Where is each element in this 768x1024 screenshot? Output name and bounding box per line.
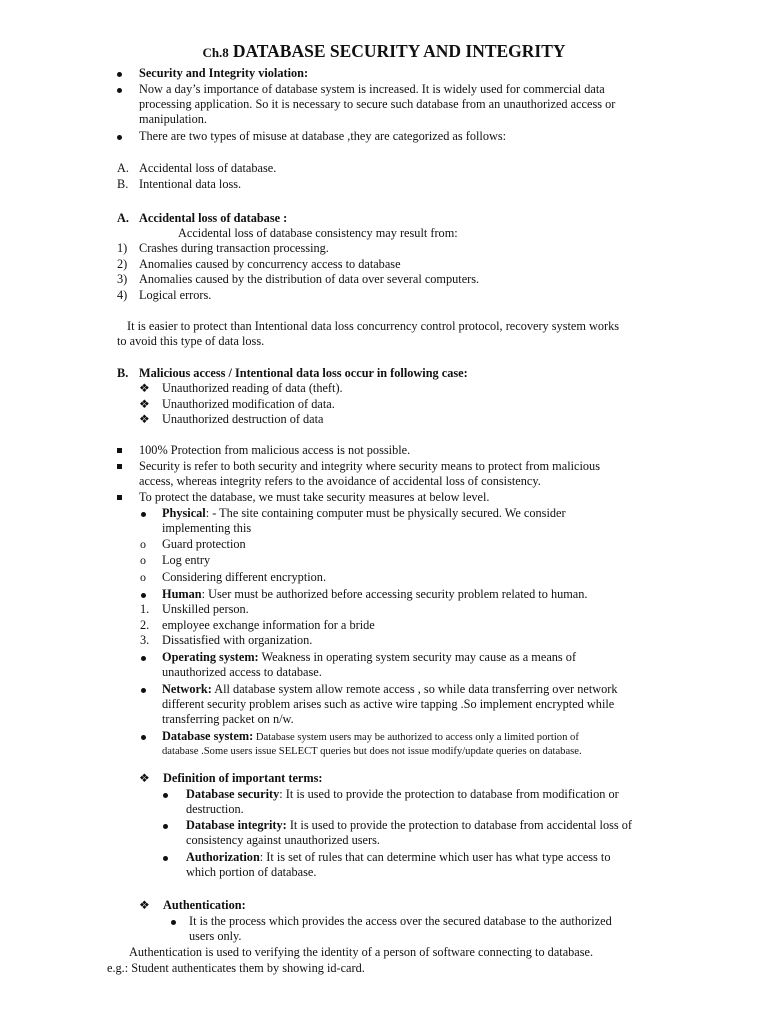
accidental-item-4-num: 4) — [117, 288, 128, 302]
physical-item-2: Log entry — [162, 553, 211, 567]
def-security-line2: destruction. — [186, 802, 244, 816]
dbsystem-line2: database .Some users issue SELECT queries but does not issue modify/update queries on database. — [162, 746, 582, 757]
authentication-line1: Authentication is used to verifying the identity of a person of software connecting to database. — [129, 945, 594, 959]
human-item-1-num: 1. — [140, 602, 150, 616]
bullet-icon — [141, 735, 146, 740]
square-bullet-icon — [117, 464, 122, 469]
bullet-icon — [141, 656, 146, 661]
accidental-heading: Accidental loss of database : — [139, 211, 288, 225]
def-authorization-text: : It is set of rules that can determine which user has what type access to — [259, 850, 611, 864]
human-item-2: employee exchange information for a bride — [162, 618, 375, 632]
four-diamond-icon: ❖ — [139, 381, 150, 395]
malicious-item-3: Unauthorized destruction of data — [162, 412, 324, 426]
four-diamond-icon: ❖ — [139, 898, 150, 912]
bullet-icon — [163, 856, 168, 861]
physical-label: Physical — [162, 506, 206, 520]
human-item-3-num: 3. — [140, 633, 150, 647]
def-integrity-label: Database integrity: — [186, 818, 287, 832]
intro-heading: Security and Integrity violation: — [139, 66, 309, 80]
human-item-2-num: 2. — [140, 618, 150, 632]
accidental-marker: A. — [117, 211, 129, 225]
four-diamond-icon: ❖ — [139, 412, 150, 426]
square-bullet-icon — [117, 448, 122, 453]
o-marker: o — [140, 553, 146, 567]
accidental-note-line1: It is easier to protect than Intentional data loss concurrency control protocol, recovery system works — [127, 319, 620, 333]
network-line2: different security problem arises such as active wire tapping .So implement encrypted while — [162, 697, 615, 711]
authentication-line2: e.g.: Student authenticates them by showing id-card. — [107, 961, 365, 975]
def-integrity-text: It is used to provide the protection to database from accidental loss of — [286, 818, 632, 832]
chapter-prefix: Ch.8 — [202, 45, 229, 60]
dbsystem-text: Database system users may be authorized to access only a limited portion of — [253, 732, 579, 743]
o-marker: o — [140, 570, 146, 584]
accidental-item-3: Anomalies caused by the distribution of data over several computers. — [139, 272, 480, 286]
square-bullet-icon — [117, 495, 122, 500]
bullet-icon — [141, 688, 146, 693]
def-authorization-line1 — [186, 850, 611, 865]
accidental-item-4: Logical errors. — [139, 288, 212, 302]
def-security-line1 — [186, 787, 619, 802]
def-integrity-line1 — [186, 818, 632, 833]
os-text: Weakness in operating system security may cause as a means of — [258, 650, 577, 664]
accidental-item-2-num: 2) — [117, 257, 128, 271]
malicious-heading: Malicious access / Intentional data loss occur in following case: — [139, 366, 468, 380]
network-line1 — [162, 682, 618, 697]
def-integrity-line2: consistency against unauthorized users. — [186, 833, 380, 847]
type-a-marker: A. — [117, 161, 129, 175]
type-b-marker: B. — [117, 177, 129, 191]
dbsystem-label: Database system: — [162, 729, 254, 743]
four-diamond-icon: ❖ — [139, 397, 150, 411]
bullet-icon — [117, 72, 122, 77]
type-b-text: Intentional data loss. — [139, 177, 242, 191]
intro-p1-line3: manipulation. — [139, 112, 207, 126]
physical-text: : - The site containing computer must be physically secured. We consider — [205, 506, 566, 520]
bullet-icon — [141, 512, 146, 517]
accidental-item-1: Crashes during transaction processing. — [139, 241, 329, 255]
human-line — [162, 587, 588, 602]
os-line1 — [162, 650, 576, 665]
malicious-marker: B. — [117, 366, 129, 380]
intro-p1-line1: Now a day’s importance of database system is increased. It is widely used for commercial data — [139, 82, 605, 96]
malicious-item-2: Unauthorized modification of data. — [162, 397, 335, 411]
protection-s2-line2: access, whereas integrity refers to the avoidance of accidental loss of consistency. — [139, 474, 541, 488]
def-security-label: Database security — [186, 787, 280, 801]
accidental-note-line2: to avoid this type of data loss. — [117, 334, 265, 348]
accidental-item-1-num: 1) — [117, 241, 128, 255]
protection-s1: 100% Protection from malicious access is not possible. — [139, 443, 411, 457]
intro-p1-line2: processing application. So it is necessary to secure such database from an unauthorized access or — [139, 97, 616, 111]
bullet-icon — [117, 88, 122, 93]
definitions-heading: Definition of important terms: — [163, 771, 323, 785]
dbsystem-line1 — [162, 729, 579, 745]
network-label: Network: — [162, 682, 212, 696]
physical-line2: implementing this — [162, 521, 252, 535]
network-text: All database system allow remote access , so while data transferring over network — [211, 682, 618, 696]
authentication-heading: Authentication: — [163, 898, 246, 912]
bullet-icon — [171, 920, 176, 925]
o-marker: o — [140, 537, 146, 551]
os-line2: unauthorized access to database. — [162, 665, 322, 679]
accidental-sub: Accidental loss of database consistency may result from: — [178, 226, 458, 240]
authentication-b1-line2: users only. — [189, 929, 242, 943]
malicious-item-1: Unauthorized reading of data (theft). — [162, 381, 343, 395]
physical-line1 — [162, 506, 566, 521]
protection-s2-line1: Security is refer to both security and integrity where security means to protect from malicious — [139, 459, 600, 473]
human-text: : User must be authorized before accessing security problem related to human. — [201, 587, 588, 601]
network-line3: transferring packet on n/w. — [162, 712, 294, 726]
chapter-title: DATABASE SECURITY AND INTEGRITY — [232, 41, 566, 61]
bullet-icon — [117, 135, 122, 140]
type-a-text: Accidental loss of database. — [139, 161, 277, 175]
bullet-icon — [163, 793, 168, 798]
def-authorization-line2: which portion of database. — [186, 865, 317, 879]
intro-p2: There are two types of misuse at database ,they are categorized as follows: — [139, 129, 507, 143]
accidental-item-3-num: 3) — [117, 272, 128, 286]
human-item-3: Dissatisfied with organization. — [162, 633, 313, 647]
authentication-b1-line1: It is the process which provides the access over the secured database to the authorized — [189, 914, 612, 928]
human-item-1: Unskilled person. — [162, 602, 249, 616]
bullet-icon — [141, 593, 146, 598]
os-label: Operating system: — [162, 650, 259, 664]
page-title — [0, 41, 768, 62]
accidental-item-2: Anomalies caused by concurrency access to database — [139, 257, 401, 271]
protection-s3: To protect the database, we must take security measures at below level. — [139, 490, 490, 504]
bullet-icon — [163, 824, 168, 829]
def-authorization-label: Authorization — [186, 850, 260, 864]
human-label: Human — [162, 587, 202, 601]
physical-item-3: Considering different encryption. — [162, 570, 327, 584]
def-security-text: : It is used to provide the protection to database from modification or — [279, 787, 619, 801]
physical-item-1: Guard protection — [162, 537, 246, 551]
four-diamond-icon: ❖ — [139, 771, 150, 785]
